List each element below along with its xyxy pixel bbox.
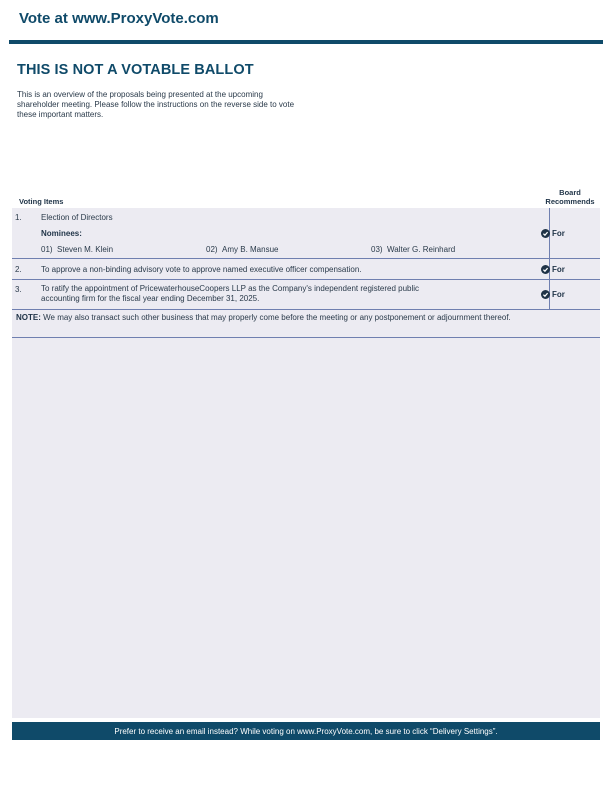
board-recommendation-2 <box>541 265 565 274</box>
proposal-number: 2. <box>15 265 22 274</box>
proposal-text-line2: accounting firm for the fiscal year ending December 31, 2025. <box>41 294 260 303</box>
proposal-row-1 <box>12 208 600 259</box>
nominee-name: Steven M. Klein <box>57 245 114 254</box>
voting-items-header: Voting Items <box>19 197 64 206</box>
board-header-line2: Recommends <box>545 197 595 206</box>
nominee-name: Walter G. Reinhard <box>387 245 456 254</box>
note-body: We may also transact such other business that may properly come before the meeting or any postponement or adjournment thereof. <box>40 313 511 322</box>
board-header-line1: Board <box>559 188 581 197</box>
board-recommends-header <box>537 188 603 206</box>
proposal-text: To approve a non-binding advisory vote to approve named executive officer compensation. <box>41 265 362 274</box>
footer-text: Prefer to receive an email instead? While voting on www.ProxyVote.com, be sure to click “Delivery Settings”. <box>114 726 498 736</box>
proposal-text <box>41 284 419 304</box>
board-recommendation-3 <box>541 290 565 299</box>
intro-text: This is an overview of the proposals being presented at the upcoming shareholder meeting. Please follow the instructions on the reverse side to vote these important matters. <box>17 90 295 119</box>
proposal-number: 3. <box>15 285 22 294</box>
header-divider <box>9 40 603 44</box>
nominee-number: 03) <box>371 245 383 254</box>
header-title: Vote at www.ProxyVote.com <box>19 10 219 27</box>
nominee-2 <box>206 245 278 254</box>
recommendation-label: For <box>552 290 565 299</box>
nominee-name: Amy B. Mansue <box>222 245 279 254</box>
proposal-row-2 <box>12 259 600 280</box>
nominee-number: 02) <box>206 245 218 254</box>
ballot-heading: THIS IS NOT A VOTABLE BALLOT <box>17 62 254 78</box>
proposal-row-3 <box>12 280 600 310</box>
nominee-number: 01) <box>41 245 53 254</box>
recommendation-label: For <box>552 229 565 238</box>
note-divider <box>12 337 600 338</box>
board-recommendation-1 <box>541 229 565 238</box>
nominee-3 <box>371 245 455 254</box>
nominee-1 <box>41 245 113 254</box>
note-label: NOTE: <box>16 313 41 322</box>
note-text <box>16 313 596 323</box>
recommendation-label: For <box>552 265 565 274</box>
check-circle-icon <box>541 290 550 299</box>
check-circle-icon <box>541 229 550 238</box>
check-circle-icon <box>541 265 550 274</box>
footer-banner <box>12 722 600 740</box>
proposal-number: 1. <box>15 213 22 222</box>
proposal-text-line1: To ratify the appointment of PricewaterhouseCoopers LLP as the Company's independent registered public <box>41 284 420 293</box>
proposal-text: Election of Directors <box>41 213 113 222</box>
nominees-label: Nominees: <box>41 229 82 238</box>
